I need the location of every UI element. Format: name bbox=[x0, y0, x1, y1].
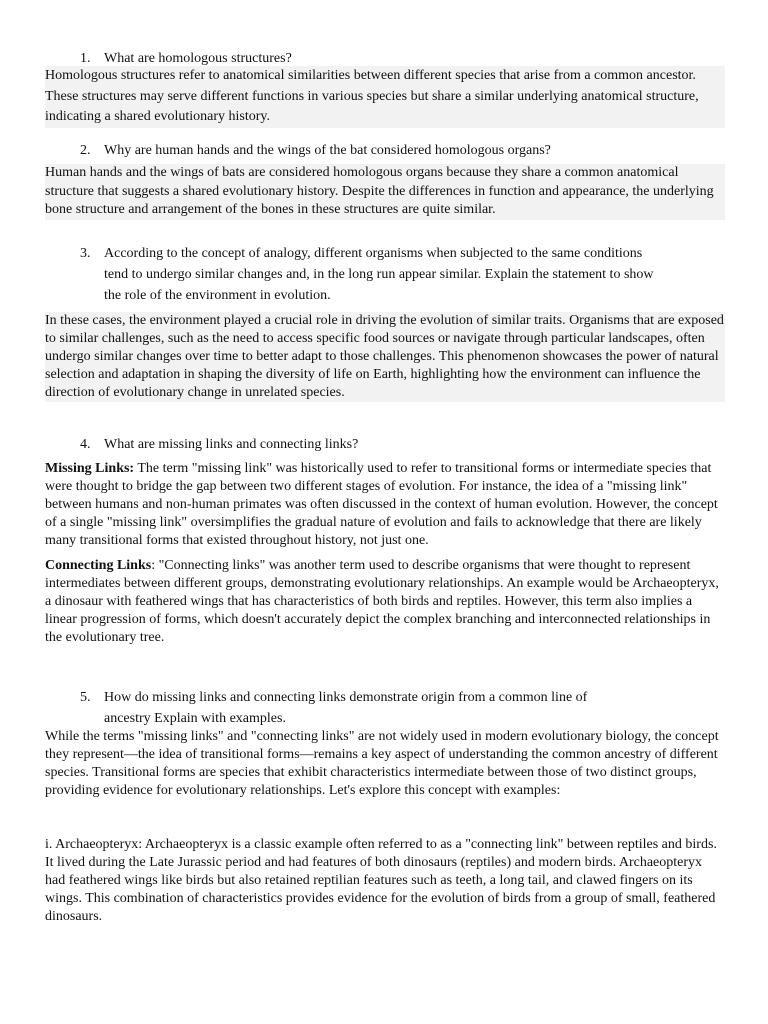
question-1-text: What are homologous structures? bbox=[104, 51, 292, 66]
missing-links-text: The term "missing link" was historically used to refer to transitional forms or intermediate species that were thought to bridge the gap between two different stages of evolution. For instance, the idea of a "missing link" between humans and non-human primates was often discussed in the context of human evolution. However, the concept of a single "missing link" oversimplifies the gradual nature of evolution and fails to acknowledge that there are likely many transitional forms that existed throughout history, not just one. bbox=[45, 461, 718, 548]
answer-5: While the terms "missing links" and "connecting links" are not widely used in modern evolutionary biology, the concept they represent—the idea of transitional forms—remains a key aspect of understanding the common ancestry of different species. Transitional forms are species that exhibit characteristics intermediate between those of two distinct groups, providing evidence for evolutionary relationships. Let's explore this concept with examples: bbox=[45, 729, 719, 798]
connecting-links-text: : "Connecting links" was another term used to describe organisms that were thought to represent intermediates between different groups, demonstrating evolutionary relationships. An example would be Archaeopteryx, a dinosaur with feathered wings that has characteristics of both birds and reptiles. However, this term also implies a linear progression of forms, which doesn't accurately depict the complex branching and interconnected relationships in the evolutionary tree. bbox=[45, 558, 719, 645]
question-2-number: 2. bbox=[80, 143, 91, 158]
question-2-text: Why are human hands and the wings of the bat considered homologous organs? bbox=[104, 143, 551, 158]
answer-5-example-archaeopteryx: i. Archaeopteryx: Archaeopteryx is a classic example often referred to as a "connecting link" between reptiles and birds. It lived during the Late Jurassic period and had features of both dinosaurs (reptiles) and modern birds. Archaeopteryx had feathered wings like birds but also retained reptilian features such as teeth, a long tail, and clawed fingers on its wings. This combination of characteristics provides evidence for the evolution of birds from a group of small, feathered dinosaurs. bbox=[45, 837, 717, 924]
answer-3: In these cases, the environment played a crucial role in driving the evolution of similar traits. Organisms that are exposed to similar challenges, such as the need to access specific food sources or navigate through particular landscapes, often undergo similar changes over time to better adapt to those challenges. This phenomenon showcases the power of natural selection and adaptation in shaping the diversity of life on Earth, highlighting how the environment can influence the direction of evolutionary change in unrelated species. bbox=[45, 313, 724, 400]
connecting-links-label: Connecting Links bbox=[45, 558, 152, 573]
answer-2: Human hands and the wings of bats are considered homologous organs because they share a common anatomical structure that suggests a shared evolutionary history. Despite the differences in function and appearance, the underlying bone structure and arrangement of the bones in these structures are quite similar. bbox=[45, 164, 725, 220]
answer-1: Homologous structures refer to anatomical similarities between different species that arise from a common ancestor. These structures may serve different functions in various species but share a similar underlying anatomical structure, indicating a shared evolutionary history. bbox=[45, 66, 725, 128]
question-3-number: 3. bbox=[80, 246, 91, 261]
question-1-number: 1. bbox=[80, 51, 91, 66]
question-5-text: How do missing links and connecting links demonstrate origin from a common line of ancestry Explain with examples. bbox=[104, 690, 588, 726]
answer-4-connecting-links bbox=[45, 557, 725, 647]
question-3-text: According to the concept of analogy, different organisms when subjected to the same conditions tend to undergo similar changes and, in the long run appear similar. Explain the statement to show the role of the environment in evolution. bbox=[104, 246, 654, 303]
question-4-number: 4. bbox=[80, 437, 91, 452]
answer-4-missing-links bbox=[45, 460, 725, 550]
question-4-text: What are missing links and connecting links? bbox=[104, 437, 359, 452]
question-5-number: 5. bbox=[80, 690, 91, 705]
missing-links-label: Missing Links: bbox=[45, 461, 135, 476]
